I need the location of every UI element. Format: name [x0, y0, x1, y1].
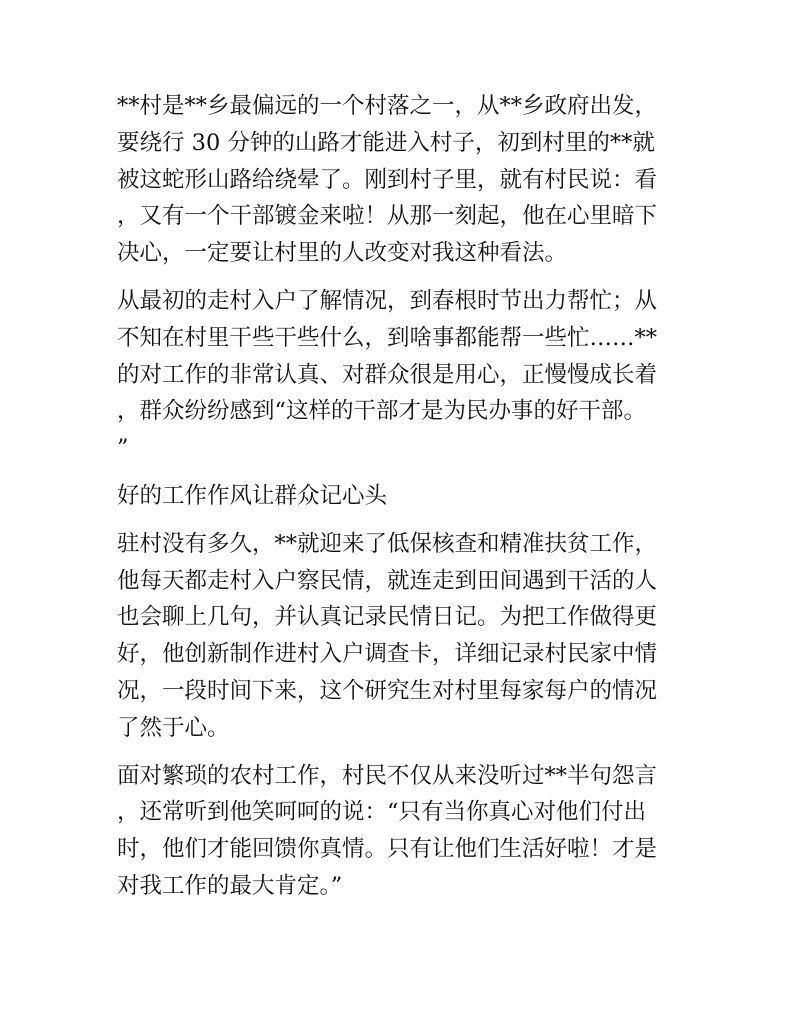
- paragraph-3: [117, 526, 679, 747]
- text-line: 决心，一定要让村里的人改变对我这种看法。: [117, 240, 568, 267]
- text-line: ，群众纷纷感到“这样的干部才是为民办事的好干部。: [117, 398, 647, 425]
- text-line: 也会聊上几句，并认真记录民情日记。为把工作做得更: [117, 604, 658, 631]
- text-line: ”: [117, 435, 129, 462]
- paragraph-4: [117, 758, 679, 905]
- heading-text: 好的工作作风让群众记心头: [117, 482, 388, 509]
- text-line: 的对工作的非常认真、对群众很是用心，正慢慢成长着: [117, 361, 658, 388]
- document-body: [117, 88, 679, 916]
- text-line: **村是**乡最偏远的一个村落之一，从**乡政府出发，: [117, 93, 658, 119]
- text-line: 被这蛇形山路给绕晕了。刚到村子里，就有村民说：看: [117, 166, 658, 193]
- text-line: 他每天都走村入户察民情，就连走到田间遇到干活的人: [117, 567, 658, 594]
- section-heading: [117, 478, 679, 515]
- text-line: 要绕行 30 分钟的山路才能进入村子，初到村里的**就: [117, 129, 655, 156]
- text-line: 从最初的走村入户了解情况，到春根时节出力帮忙；从: [117, 287, 658, 314]
- paragraph-2: [117, 283, 679, 467]
- text-line: ，还常听到他笑呵呵的说：“只有当你真心对他们付出: [117, 799, 647, 826]
- text-line: 好，他创新制作进村入户调查卡，详细记录村民家中情: [117, 641, 658, 668]
- paragraph-1: [117, 88, 679, 272]
- text-line: 不知在村里干些干些什么，到啥事都能帮一些忙……**: [117, 324, 658, 351]
- text-line: ，又有一个干部镀金来啦！从那一刻起，他在心里暗下: [117, 203, 658, 230]
- text-line: 对我工作的最大肯定。”: [117, 872, 343, 899]
- text-line: 面对繁琐的农村工作，村民不仅从来没听过**半句怨言: [117, 762, 658, 789]
- text-line: 驻村没有多久，**就迎来了低保核查和精准扶贫工作，: [117, 530, 658, 557]
- text-line: 了然于心。: [117, 714, 230, 741]
- text-line: 时，他们才能回馈你真情。只有让他们生活好啦！才是: [117, 836, 658, 863]
- text-line: 况，一段时间下来，这个研究生对村里每家每户的情况: [117, 677, 658, 704]
